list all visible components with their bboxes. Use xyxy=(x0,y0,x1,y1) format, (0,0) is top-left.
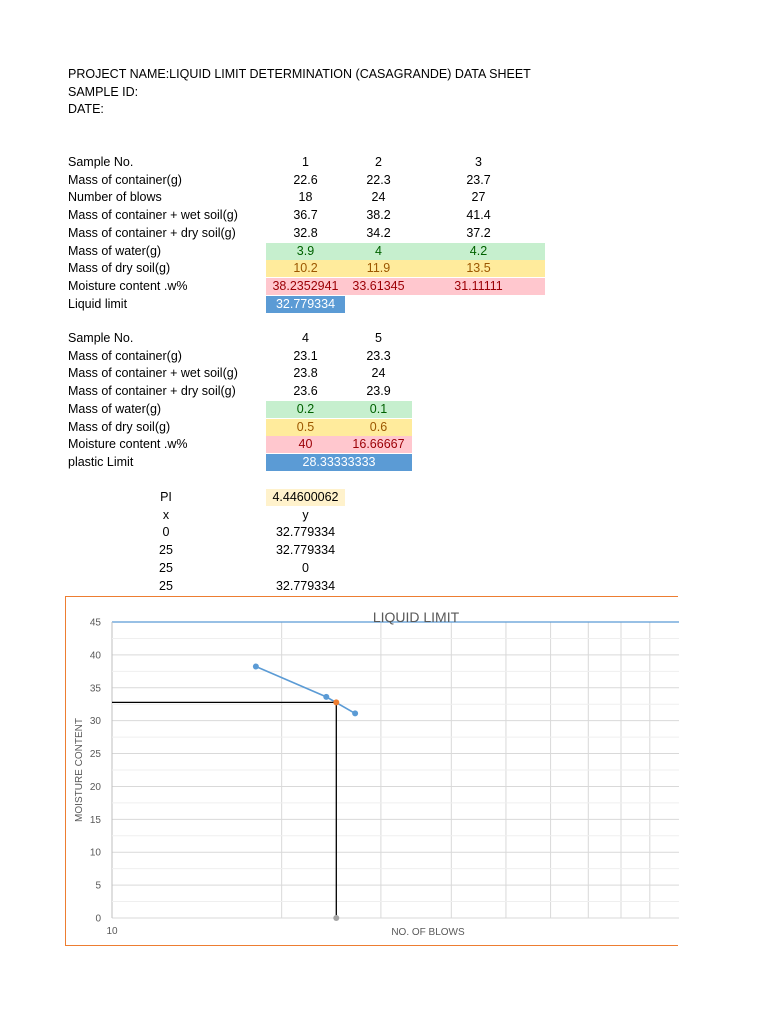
pl-row-label: Moisture content .w% xyxy=(68,437,188,452)
ll-row-label: Mass of container(g) xyxy=(68,172,182,187)
y-tick-label: 45 xyxy=(89,617,101,629)
pi-label: PI xyxy=(160,490,172,504)
y-tick-label: 35 xyxy=(89,683,101,695)
y-value: 0 xyxy=(302,560,309,575)
pl-cell: 23.1 xyxy=(293,348,318,363)
pl-cell: 23.8 xyxy=(293,366,318,381)
ll-row-label: Number of blows xyxy=(68,190,162,205)
ll-result-label: Liquid limit xyxy=(68,296,128,311)
y-tick-label: 25 xyxy=(89,749,101,761)
liquid-limit-chart xyxy=(65,596,678,946)
pl-cell: 23.3 xyxy=(366,348,391,363)
y-tick-label: 5 xyxy=(95,880,101,892)
pl-cell: 40 xyxy=(266,436,345,453)
ll-cell: 3.9 xyxy=(266,243,345,260)
pl-row-label: Sample No. xyxy=(68,331,134,345)
ll-cell: 37.2 xyxy=(466,225,491,240)
ll-row-label: Moisture content .w% xyxy=(68,278,188,293)
ll-cell: 24 xyxy=(371,190,386,205)
ll-cell: 38.2 xyxy=(366,208,391,223)
series-0-point xyxy=(352,710,358,716)
x-tick-label: 10 xyxy=(106,926,118,937)
y-axis-title: MOISTURE CONTENT xyxy=(74,718,85,822)
pl-row-label: Mass of container + wet soil(g) xyxy=(68,366,238,381)
pl-cell: 4 xyxy=(302,331,309,345)
ll-row-label: Mass of dry soil(g) xyxy=(68,261,171,276)
pl-row-label: Mass of container(g) xyxy=(68,348,182,363)
y-tick-label: 10 xyxy=(89,847,101,859)
ll-cell: 4.2 xyxy=(412,243,545,260)
ll-cell: 27 xyxy=(471,190,486,205)
y-header: y xyxy=(302,507,309,522)
liquid-limit-value: 32.779334 xyxy=(266,296,345,313)
pl-row-label: Mass of water(g) xyxy=(68,401,162,416)
ll-cell: 41.4 xyxy=(466,208,491,223)
x-value: 25 xyxy=(159,578,173,593)
sample-id: SAMPLE ID: xyxy=(68,85,139,99)
y-tick-label: 40 xyxy=(89,650,101,662)
project-name: PROJECT NAME:LIQUID LIMIT DETERMINATION (CASAGRANDE) DATA SHEET xyxy=(68,67,531,81)
pl-cell: 5 xyxy=(375,331,382,345)
ll-cell: 31.11111 xyxy=(412,278,545,295)
series-0-line xyxy=(256,667,355,714)
ll-cell: 18 xyxy=(298,190,313,205)
x-value: 0 xyxy=(162,525,170,540)
pl-cell: 0.5 xyxy=(266,419,345,436)
y-tick-label: 15 xyxy=(89,814,101,826)
ll-cell: 4 xyxy=(345,243,412,260)
ll-cell: 33.61345 xyxy=(345,278,412,295)
series-1-line xyxy=(112,702,336,918)
date: DATE: xyxy=(68,102,104,116)
ll-cell: 13.5 xyxy=(412,260,545,277)
ll-cell: 3 xyxy=(475,155,482,169)
y-tick-label: 30 xyxy=(89,716,101,728)
pl-cell: 23.9 xyxy=(366,384,391,399)
chart-title: LIQUID LIMIT xyxy=(372,609,460,625)
series-2-point xyxy=(333,699,339,705)
ll-cell: 22.6 xyxy=(293,172,318,187)
pl-cell: 0.2 xyxy=(266,401,345,418)
chart-svg xyxy=(66,597,679,947)
ll-row-label: Sample No. xyxy=(68,155,134,169)
ll-cell: 11.9 xyxy=(345,260,412,277)
ll-cell: 32.8 xyxy=(293,225,318,240)
pl-row-label: Mass of dry soil(g) xyxy=(68,419,171,434)
series-0-point xyxy=(253,663,259,669)
ll-cell: 34.2 xyxy=(366,225,391,240)
ll-cell: 2 xyxy=(375,155,382,169)
pl-cell: 23.6 xyxy=(293,384,318,399)
plastic-limit-value: 28.33333333 xyxy=(266,454,412,471)
ll-cell: 23.7 xyxy=(466,172,491,187)
x-axis-title: NO. OF BLOWS xyxy=(391,927,465,938)
ll-cell: 36.7 xyxy=(293,208,318,223)
x-header: x xyxy=(162,507,170,522)
ll-cell: 22.3 xyxy=(366,172,391,187)
series-0-point xyxy=(323,694,329,700)
pl-cell: 16.66667 xyxy=(345,436,412,453)
y-tick-label: 20 xyxy=(89,781,101,793)
series-3-point xyxy=(333,915,339,921)
y-tick-label: 0 xyxy=(95,913,101,925)
pl-cell: 0.1 xyxy=(345,401,412,418)
pi-value: 4.44600062 xyxy=(266,489,345,506)
pl-cell: 0.6 xyxy=(345,419,412,436)
y-value: 32.779334 xyxy=(275,525,336,540)
x-value: 25 xyxy=(159,560,173,575)
ll-row-label: Mass of water(g) xyxy=(68,243,162,258)
pl-result-label: plastic Limit xyxy=(68,454,134,469)
ll-cell: 10.2 xyxy=(266,260,345,277)
ll-cell: 1 xyxy=(302,155,309,169)
ll-cell: 38.2352941 xyxy=(266,278,345,295)
ll-row-label: Mass of container + wet soil(g) xyxy=(68,208,238,223)
y-value: 32.779334 xyxy=(275,543,336,558)
pl-row-label: Mass of container + dry soil(g) xyxy=(68,384,236,399)
x-value: 25 xyxy=(159,543,173,558)
y-value: 32.779334 xyxy=(275,578,336,593)
ll-row-label: Mass of container + dry soil(g) xyxy=(68,225,236,240)
pl-cell: 24 xyxy=(371,366,386,381)
